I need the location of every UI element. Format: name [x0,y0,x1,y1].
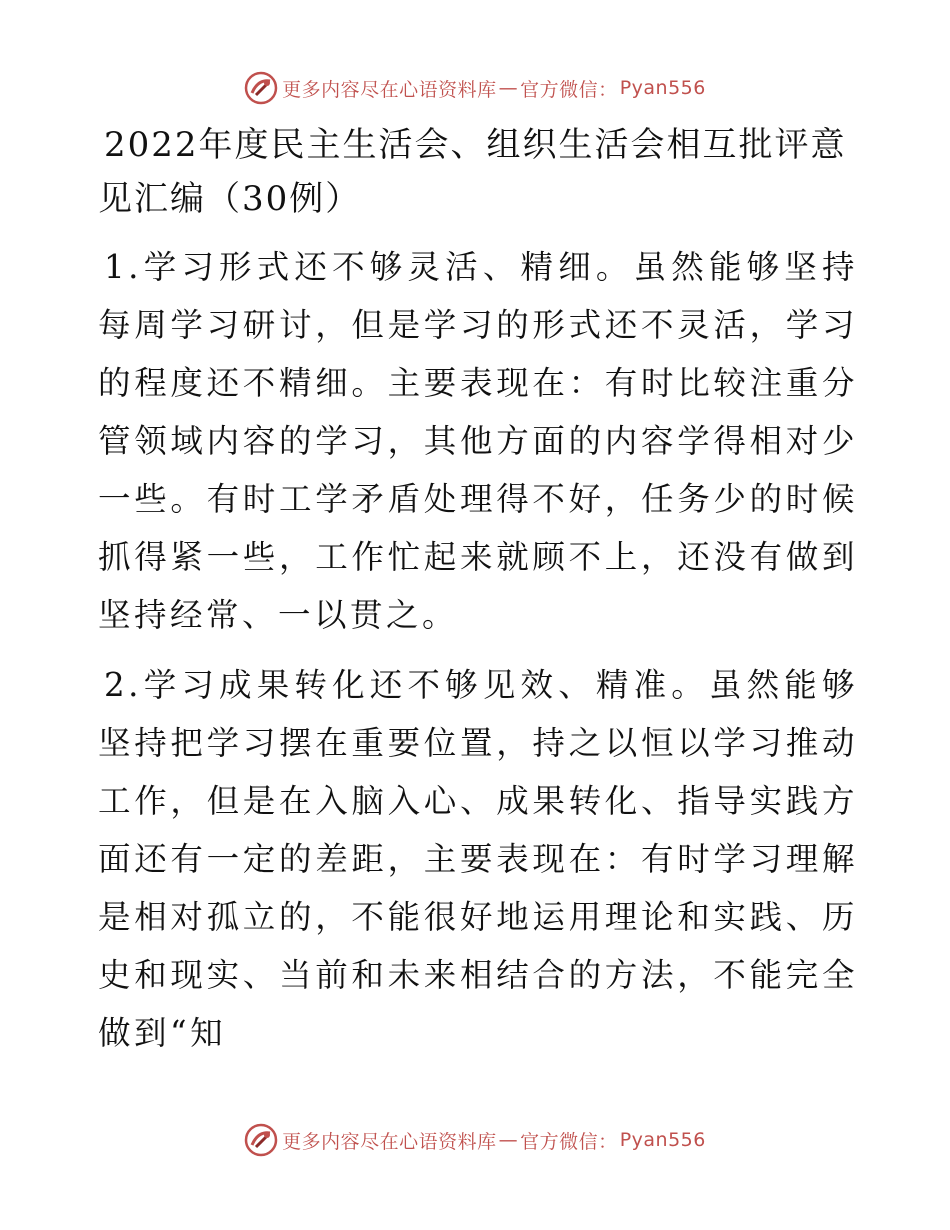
watermark-header [0,68,950,108]
paragraph-1: 1.学习形式还不够灵活、精细。虽然能够坚持每周学习研讨，但是学习的形式还不灵活，学习的程度还不精细。主要表现在：有时比较注重分管领域内容的学习，其他方面的内容学得相对少一些。有时工学矛盾处理得不好，任务少的时候抓得紧一些，工作忙起来就顾不上，还没有做到坚持经常、一以贯之。 [98,248,858,634]
watermark-dash: — [498,77,519,99]
tree-logo-icon [244,1123,278,1157]
watermark-dash: — [498,1129,519,1151]
watermark-brand: 更多内容尽在心语资料库 [282,78,497,101]
document-body [98,118,858,1074]
watermark-footer [0,1120,950,1160]
watermark-label: 官方微信： [520,78,618,101]
paragraph-2: 2.学习成果转化还不够见效、精准。虽然能够坚持把学习摆在重要位置，持之以恒以学习推动工作，但是在入脑入心、成果转化、指导实践方面还有一定的差距，主要表现在：有时学习理解是相对孤立的，不能很好地运用理论和实践、历史和现实、当前和未来相结合的方法，不能完全做到“知 [98,666,858,1052]
watermark-handle: Pyan556 [619,77,706,99]
watermark-label: 官方微信： [520,1130,618,1153]
watermark-handle: Pyan556 [619,1129,706,1151]
tree-logo-icon [244,71,278,105]
document-title: 2022年度民主生活会、组织生活会相互批评意见汇编（30例） [98,125,847,219]
watermark-brand: 更多内容尽在心语资料库 [282,1130,497,1153]
